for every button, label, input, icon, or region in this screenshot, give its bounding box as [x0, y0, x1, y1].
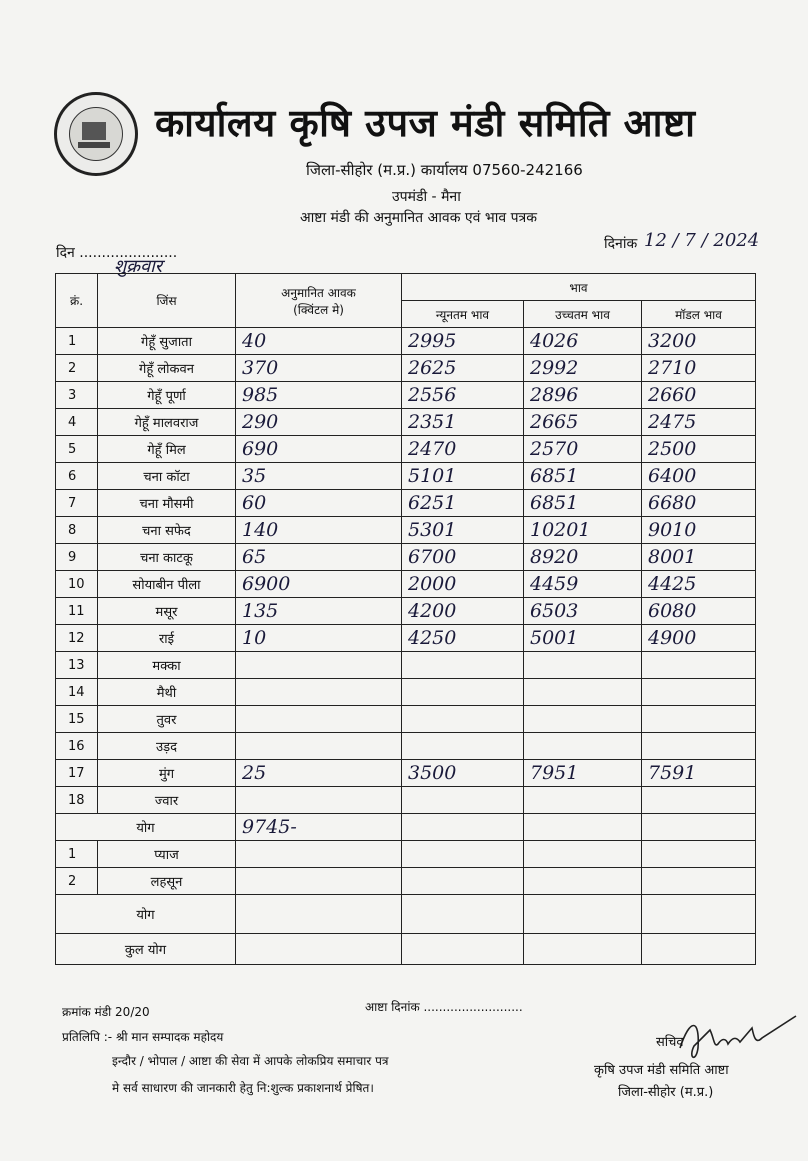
model-price — [642, 787, 756, 814]
model-price: 6400 — [642, 463, 756, 490]
max-price: 2570 — [524, 436, 642, 463]
min-price — [402, 787, 524, 814]
min-price: 4250 — [402, 625, 524, 652]
table-row — [56, 544, 756, 571]
table-row — [56, 733, 756, 760]
model-price — [642, 679, 756, 706]
commodity-name: चना काटकू — [98, 544, 236, 571]
empty-cell — [642, 868, 756, 895]
total-row-2 — [56, 895, 756, 934]
empty-cell — [402, 895, 524, 934]
date-label: दिनांक — [604, 236, 638, 252]
max-price: 2896 — [524, 382, 642, 409]
min-price: 2625 — [402, 355, 524, 382]
min-price — [402, 733, 524, 760]
arrival-qty: 290 — [236, 409, 402, 436]
min-price: 2556 — [402, 382, 524, 409]
page-title: कार्यालय कृषि उपज मंडी समिति आष्टा — [155, 101, 696, 145]
arrival-qty — [236, 652, 402, 679]
mandi-seal-logo — [54, 92, 138, 176]
empty-cell — [524, 868, 642, 895]
commodity-name: लहसून — [98, 868, 236, 895]
total-arrival: 9745- — [236, 814, 402, 841]
row-number: 6 — [56, 463, 98, 490]
report-subtitle: आष्टा मंडी की अनुमानित आवक एवं भाव पत्रक — [300, 210, 538, 226]
empty-cell — [524, 895, 642, 934]
model-price: 8001 — [642, 544, 756, 571]
row-number: 2 — [56, 355, 98, 382]
arrival-qty: 6900 — [236, 571, 402, 598]
min-price: 5301 — [402, 517, 524, 544]
max-price: 6851 — [524, 463, 642, 490]
arrival-qty — [236, 679, 402, 706]
empty-cell — [402, 841, 524, 868]
model-price — [642, 652, 756, 679]
empty-cell — [402, 868, 524, 895]
signatory-org: कृषि उपज मंडी समिति आष्टा — [594, 1063, 729, 1078]
model-price-header: मॉडल भाव — [642, 301, 756, 328]
commodity-name: गेहूँ लोकवन — [98, 355, 236, 382]
model-price: 6680 — [642, 490, 756, 517]
min-price — [402, 679, 524, 706]
table-row — [56, 382, 756, 409]
total-row — [56, 814, 756, 841]
empty-cell — [236, 934, 402, 965]
empty-cell — [402, 814, 524, 841]
total-label-2: योग — [56, 895, 236, 934]
min-price — [402, 652, 524, 679]
min-price: 5101 — [402, 463, 524, 490]
model-price: 2500 — [642, 436, 756, 463]
date-value: 12 / 7 / 2024 — [644, 230, 760, 251]
arrival-qty: 985 — [236, 382, 402, 409]
copy-to-detail-b: मे सर्व साधारण की जानकारी हेतु नि:शुल्क प्रकाशनार्थ प्रेषित। — [112, 1081, 374, 1095]
max-price: 4026 — [524, 328, 642, 355]
row-number: 1 — [56, 328, 98, 355]
table-row — [56, 706, 756, 733]
row-number: 14 — [56, 679, 98, 706]
empty-cell — [642, 841, 756, 868]
table-row — [56, 841, 756, 868]
copy-to-detail-a: इन्दौर / भोपाल / आष्टा की सेवा में आपके लोकप्रिय समाचार पत्र — [112, 1054, 389, 1068]
table-row — [56, 679, 756, 706]
table-row — [56, 463, 756, 490]
serial-header: क्रं. — [56, 274, 98, 328]
total-label: योग — [56, 814, 236, 841]
table-row — [56, 868, 756, 895]
min-price — [402, 706, 524, 733]
commodity-name: चना सफेद — [98, 517, 236, 544]
model-price — [642, 706, 756, 733]
commodity-name: सोयाबीन पीला — [98, 571, 236, 598]
arrival-qty: 690 — [236, 436, 402, 463]
row-number: 1 — [56, 841, 98, 868]
empty-cell — [524, 934, 642, 965]
row-number: 12 — [56, 625, 98, 652]
min-price: 2995 — [402, 328, 524, 355]
min-price: 6251 — [402, 490, 524, 517]
min-price: 2470 — [402, 436, 524, 463]
arrival-header-unit: (क्विंटल मे) — [293, 302, 344, 317]
commodity-name: प्याज — [98, 841, 236, 868]
table-row — [56, 787, 756, 814]
dispatch-number: क्रमांक मंडी 20/20 — [62, 1005, 150, 1019]
commodity-name: मैथी — [98, 679, 236, 706]
max-price — [524, 706, 642, 733]
row-number: 18 — [56, 787, 98, 814]
model-price — [642, 733, 756, 760]
max-price: 4459 — [524, 571, 642, 598]
model-price: 9010 — [642, 517, 756, 544]
signatory-place: जिला-सीहोर (म.प्र.) — [618, 1085, 714, 1100]
arrival-qty: 40 — [236, 328, 402, 355]
row-number: 15 — [56, 706, 98, 733]
arrival-qty: 60 — [236, 490, 402, 517]
model-price: 2660 — [642, 382, 756, 409]
max-price-header: उच्चतम भाव — [524, 301, 642, 328]
arrival-qty: 370 — [236, 355, 402, 382]
arrival-header — [236, 274, 402, 328]
empty-cell — [524, 814, 642, 841]
model-price: 2710 — [642, 355, 756, 382]
row-number: 4 — [56, 409, 98, 436]
min-price: 2000 — [402, 571, 524, 598]
signatory-title: सचिव — [656, 1035, 684, 1050]
commodity-name: चना मौसमी — [98, 490, 236, 517]
row-number: 13 — [56, 652, 98, 679]
ashta-date-line: आष्टा दिनांक .......................... — [365, 1000, 523, 1014]
arrival-qty: 35 — [236, 463, 402, 490]
empty-cell — [402, 934, 524, 965]
max-price: 10201 — [524, 517, 642, 544]
copy-to-line: प्रतिलिपि :- श्री मान सम्पादक महोदय — [62, 1030, 224, 1044]
max-price: 6851 — [524, 490, 642, 517]
arrival-qty: 140 — [236, 517, 402, 544]
table-row — [56, 436, 756, 463]
commodity-name: उड़द — [98, 733, 236, 760]
arrival-qty: 135 — [236, 598, 402, 625]
price-header: भाव — [402, 274, 756, 301]
table-row — [56, 571, 756, 598]
commodity-header: जिंस — [98, 274, 236, 328]
commodity-name: ज्वार — [98, 787, 236, 814]
row-number: 7 — [56, 490, 98, 517]
max-price: 6503 — [524, 598, 642, 625]
max-price — [524, 679, 642, 706]
empty-cell — [236, 895, 402, 934]
commodity-name: मुंग — [98, 760, 236, 787]
handwritten-signature — [670, 1008, 800, 1068]
table-row — [56, 328, 756, 355]
commodity-name: तुवर — [98, 706, 236, 733]
model-price: 7591 — [642, 760, 756, 787]
model-price: 3200 — [642, 328, 756, 355]
table-row — [56, 598, 756, 625]
model-price: 4425 — [642, 571, 756, 598]
empty-cell — [524, 841, 642, 868]
max-price: 5001 — [524, 625, 642, 652]
max-price — [524, 733, 642, 760]
row-number: 11 — [56, 598, 98, 625]
empty-cell — [236, 868, 402, 895]
arrival-qty — [236, 787, 402, 814]
empty-cell — [642, 934, 756, 965]
min-price: 2351 — [402, 409, 524, 436]
arrival-qty: 25 — [236, 760, 402, 787]
commodity-name: चना कॉटा — [98, 463, 236, 490]
commodity-name: गेहूँ सुजाता — [98, 328, 236, 355]
commodity-name: मसूर — [98, 598, 236, 625]
max-price — [524, 652, 642, 679]
row-number: 3 — [56, 382, 98, 409]
model-price: 6080 — [642, 598, 756, 625]
district-contact-line: जिला-सीहोर (म.प्र.) कार्यालय 07560-242166 — [306, 161, 583, 179]
empty-cell — [642, 895, 756, 934]
day-label: दिन ...................... — [56, 245, 178, 261]
table-row — [56, 409, 756, 436]
commodity-name: गेहूँ मालवराज — [98, 409, 236, 436]
empty-cell — [642, 814, 756, 841]
row-number: 16 — [56, 733, 98, 760]
max-price — [524, 787, 642, 814]
arrival-qty — [236, 706, 402, 733]
row-number: 17 — [56, 760, 98, 787]
commodity-name: गेहूँ मिल — [98, 436, 236, 463]
row-number: 10 — [56, 571, 98, 598]
empty-cell — [236, 841, 402, 868]
arrival-qty: 10 — [236, 625, 402, 652]
commodity-name: मक्का — [98, 652, 236, 679]
min-price: 4200 — [402, 598, 524, 625]
table-row — [56, 490, 756, 517]
max-price: 2665 — [524, 409, 642, 436]
sub-mandi-line: उपमंडी - मैना — [392, 189, 461, 205]
arrival-qty: 65 — [236, 544, 402, 571]
max-price: 2992 — [524, 355, 642, 382]
table-row — [56, 517, 756, 544]
min-price-header: न्यूनतम भाव — [402, 301, 524, 328]
arrival-header-label: अनुमानित आवक — [281, 285, 356, 300]
table-row — [56, 625, 756, 652]
row-number: 9 — [56, 544, 98, 571]
row-number: 5 — [56, 436, 98, 463]
max-price: 7951 — [524, 760, 642, 787]
arrival-price-table — [55, 273, 756, 965]
max-price: 8920 — [524, 544, 642, 571]
model-price: 4900 — [642, 625, 756, 652]
min-price: 6700 — [402, 544, 524, 571]
arrival-qty — [236, 733, 402, 760]
table-row — [56, 652, 756, 679]
grand-total-label: कुल योग — [56, 934, 236, 965]
table-row — [56, 760, 756, 787]
table-row — [56, 355, 756, 382]
day-value: शुक्रवार — [114, 256, 163, 277]
min-price: 3500 — [402, 760, 524, 787]
grand-total-row — [56, 934, 756, 965]
model-price: 2475 — [642, 409, 756, 436]
row-number: 8 — [56, 517, 98, 544]
row-number: 2 — [56, 868, 98, 895]
commodity-name: गेहूँ पूर्णा — [98, 382, 236, 409]
commodity-name: राई — [98, 625, 236, 652]
